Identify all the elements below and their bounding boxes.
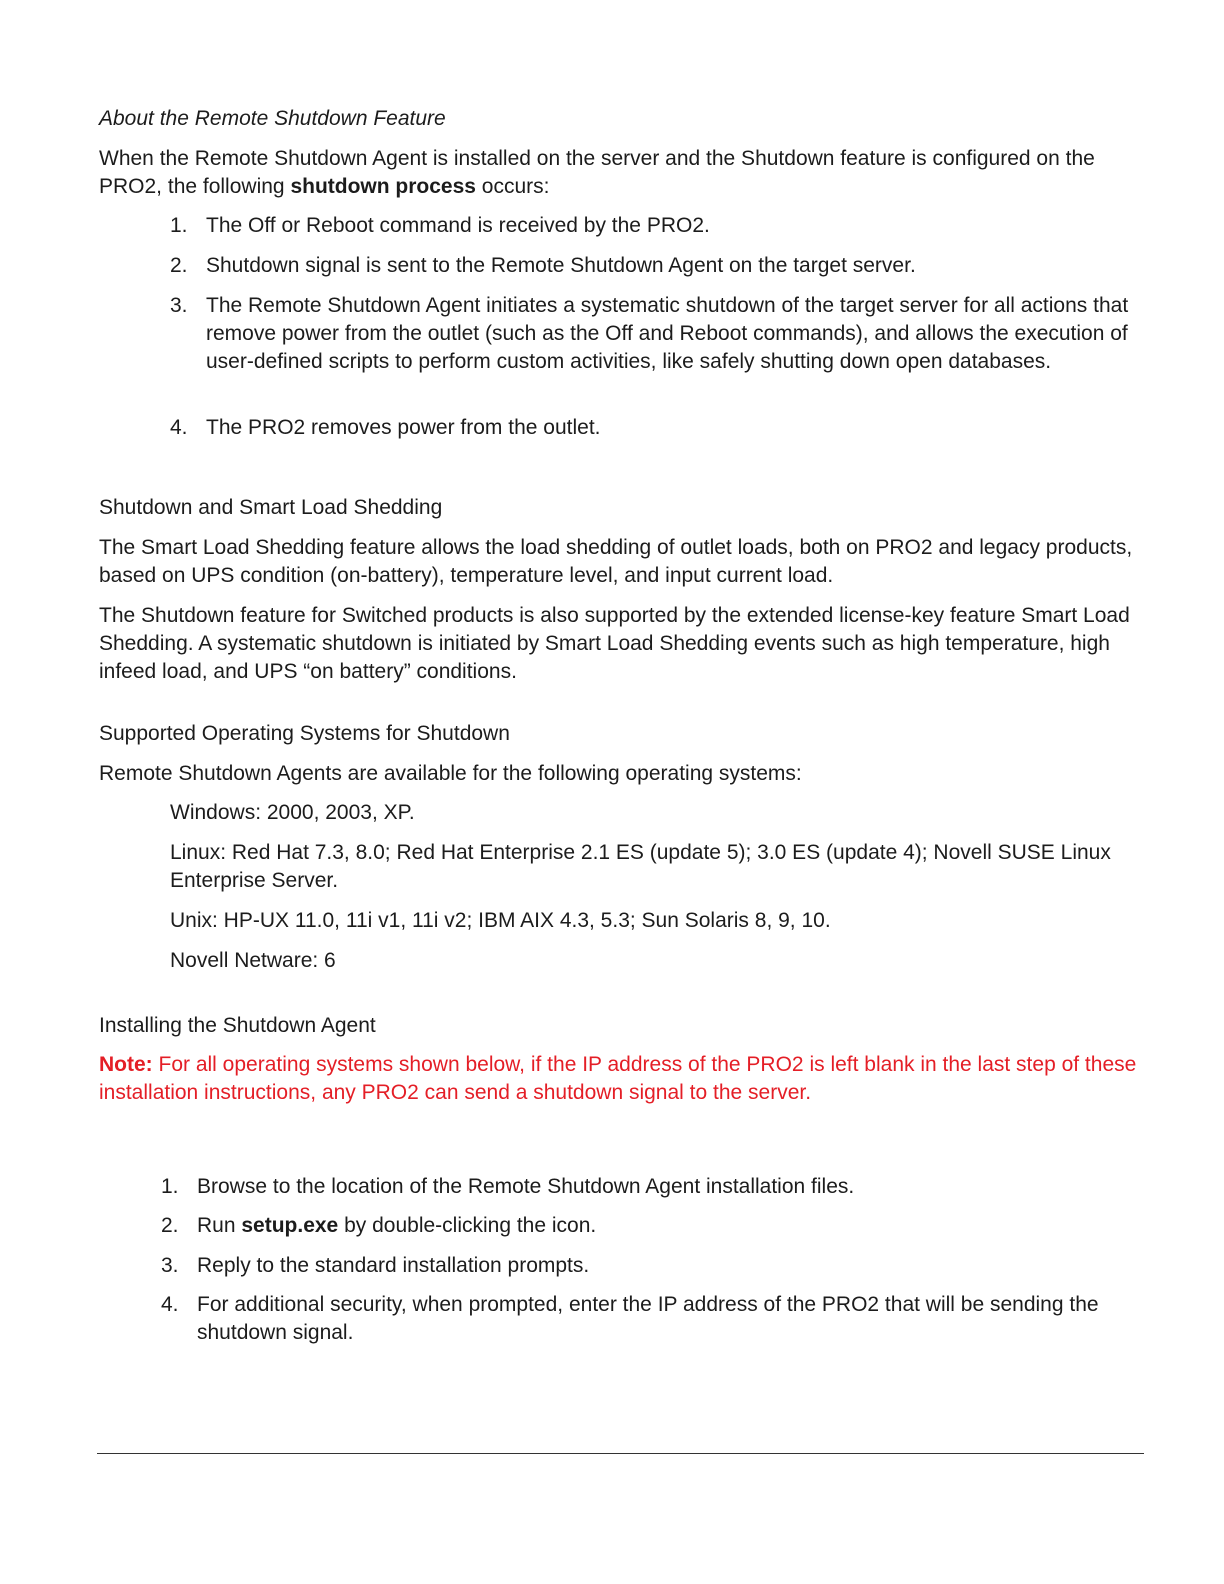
list-number: 3. xyxy=(170,294,188,317)
list-number: 2. xyxy=(161,1214,179,1237)
intro-text: When the Remote Shutdown Agent is installed on the server and the Shutdown feature is configured on the PRO2, the following xyxy=(99,147,1095,198)
list-item xyxy=(170,292,1146,376)
list-item xyxy=(161,1212,1137,1240)
list-text-end: by double-clicking the icon. xyxy=(338,1214,597,1237)
os-item: Novell Netware: 6 xyxy=(170,949,336,972)
os-item: Windows: 2000, 2003, XP. xyxy=(170,801,415,824)
section-heading-installing: Installing the Shutdown Agent xyxy=(99,1014,376,1037)
list-text: Reply to the standard installation prompts. xyxy=(197,1254,590,1277)
section-heading-remote-shutdown: About the Remote Shutdown Feature xyxy=(99,107,446,130)
intro-bold-term: shutdown process xyxy=(290,175,476,198)
list-item xyxy=(161,1291,1137,1347)
list-item xyxy=(170,414,1146,442)
list-item xyxy=(170,212,1146,240)
list-number: 4. xyxy=(170,416,188,439)
list-number: 2. xyxy=(170,254,188,277)
list-item xyxy=(161,1252,1137,1280)
list-item xyxy=(170,252,1146,280)
os-item: Unix: HP-UX 11.0, 11i v1, 11i v2; IBM AIX 4.3, 5.3; Sun Solaris 8, 9, 10. xyxy=(170,909,831,932)
list-text: For additional security, when prompted, enter the IP address of the PRO2 that will be sending the shutdown signal. xyxy=(197,1293,1099,1344)
list-text: Run xyxy=(197,1214,242,1237)
footer-rule xyxy=(97,1453,1144,1454)
list-number: 1. xyxy=(170,214,188,237)
paragraph: The Shutdown feature for Switched products is also supported by the extended license-key feature Smart Load Shedding. A systematic shutdown is initiated by Smart Load Shedding events such as high temperature, high infeed load, and UPS “on battery” conditions. xyxy=(99,604,1130,683)
note-text: For all operating systems shown below, if the IP address of the PRO2 is left blank in the last step of these installation instructions, any PRO2 can send a shutdown signal to the server. xyxy=(99,1053,1137,1104)
list-text: The PRO2 removes power from the outlet. xyxy=(206,416,601,439)
list-number: 1. xyxy=(161,1175,179,1198)
note-label: Note: xyxy=(99,1053,153,1076)
list-item xyxy=(161,1173,1137,1201)
setup-exe-term: setup.exe xyxy=(241,1214,339,1237)
paragraph: The Smart Load Shedding feature allows the load shedding of outlet loads, both on PRO2 and legacy products, based on UPS condition (on-battery), temperature level, and input current load. xyxy=(99,536,1133,587)
list-text: Browse to the location of the Remote Shutdown Agent installation files. xyxy=(197,1175,855,1198)
list-number: 3. xyxy=(161,1254,179,1277)
note-paragraph xyxy=(99,1051,1139,1107)
section-heading-load-shedding: Shutdown and Smart Load Shedding xyxy=(99,496,443,519)
list-number: 4. xyxy=(161,1293,179,1316)
os-item: Linux: Red Hat 7.3, 8.0; Red Hat Enterprise 2.1 ES (update 5); 3.0 ES (update 4); Novell SUSE Linux Enterprise Server. xyxy=(170,841,1111,892)
intro-paragraph xyxy=(99,145,1139,201)
section-heading-supported-os: Supported Operating Systems for Shutdown xyxy=(99,722,510,745)
list-text: The Off or Reboot command is received by the PRO2. xyxy=(206,214,710,237)
list-text: The Remote Shutdown Agent initiates a systematic shutdown of the target server for all actions that remove power from the outlet (such as the Off and Reboot commands), and allows the execution of user-defined scripts to perform custom activities, like safely shutting down open databases. xyxy=(206,294,1129,373)
intro-text-end: occurs: xyxy=(475,175,550,198)
paragraph: Remote Shutdown Agents are available for the following operating systems: xyxy=(99,762,802,785)
list-text: Shutdown signal is sent to the Remote Shutdown Agent on the target server. xyxy=(206,254,916,277)
